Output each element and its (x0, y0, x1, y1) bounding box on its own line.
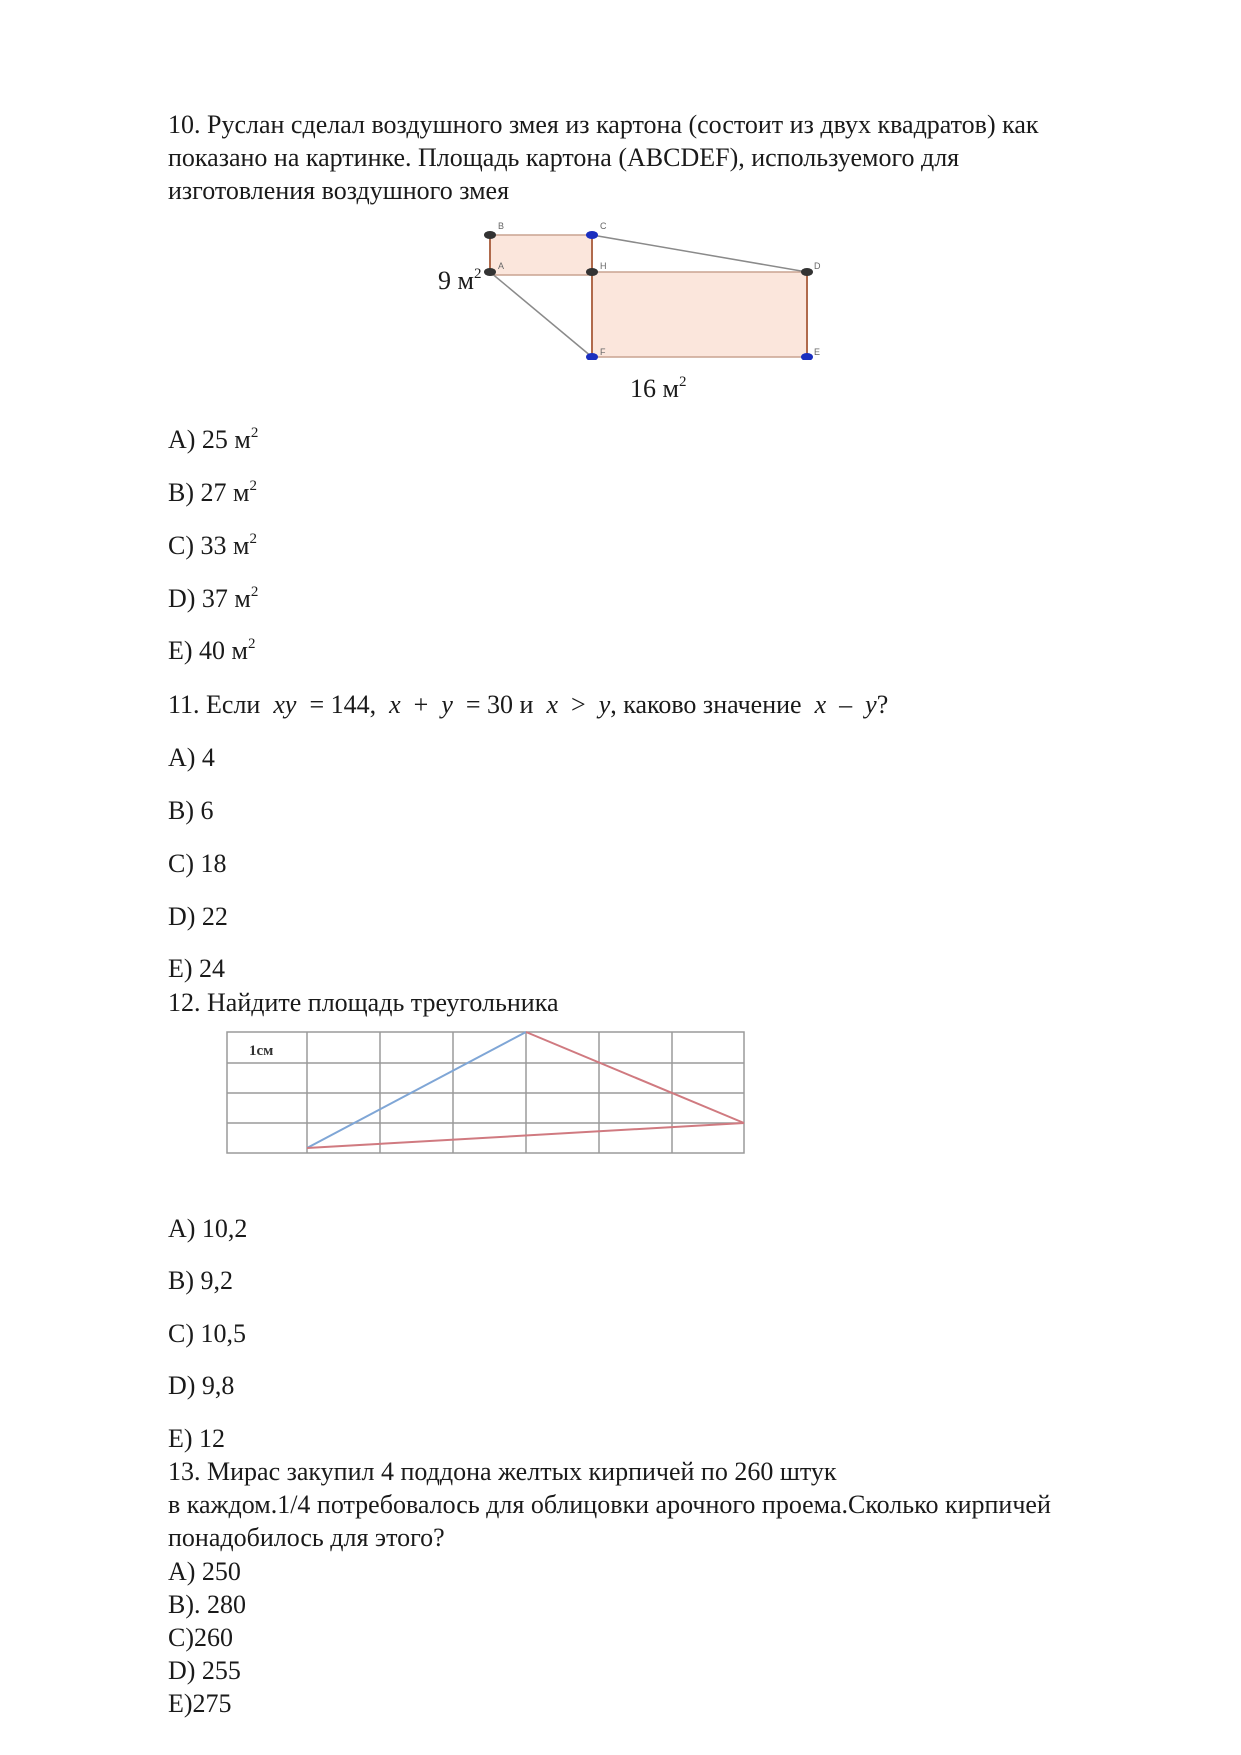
q11-answer-b: B) 6 (168, 796, 214, 825)
label-c: C (600, 221, 607, 231)
q10-text-line-1: 10. Руслан сделал воздушного змея из картона (состоит из двух квадратов) как (168, 110, 1039, 139)
label-e: E (814, 347, 821, 357)
q13-answer-d: D) 255 (168, 1656, 241, 1685)
q13-answer-a: A) 250 (168, 1557, 241, 1586)
q13-text-line-1: 13. Мирас закупил 4 поддона желтых кирпичей по 260 штук (168, 1457, 837, 1486)
kite-figure (420, 215, 840, 360)
q11-answer-a: A) 4 (168, 743, 215, 772)
grid-scale-label: 1см (249, 1043, 274, 1059)
q12-answer-d: D) 9,8 (168, 1371, 235, 1400)
label-f: F (600, 347, 606, 357)
q10-text-line-3: изготовления воздушного змея (168, 176, 510, 205)
q13-text-line-3: понадобилось для этого? (168, 1523, 445, 1552)
q11-answer-e: E) 24 (168, 954, 226, 983)
big-area-label: 16 $м^2$ (630, 374, 687, 403)
point-c (586, 231, 598, 239)
q11-answer-c: C) 18 (168, 849, 227, 878)
q10-answer-c: C) 33 $м^2$ (168, 531, 257, 560)
q13-answer-e: E)275 (168, 1689, 232, 1718)
q12-answer-b: B) 9,2 (168, 1266, 233, 1295)
q13-answer-b: B). 280 (168, 1590, 246, 1619)
q12-answer-a: A) 10,2 (168, 1214, 248, 1243)
point-b (484, 231, 496, 239)
segment-af (490, 272, 592, 357)
triangle-grid-figure (225, 1030, 750, 1160)
point-h (586, 268, 598, 276)
q12-answer-c: C) 10,5 (168, 1319, 246, 1348)
q13-answer-c: C)260 (168, 1623, 233, 1652)
triangle-side-red-top (526, 1032, 744, 1123)
big-square (592, 272, 807, 357)
triangle-side-blue (307, 1032, 526, 1148)
label-b: B (498, 221, 505, 231)
q11-text: 11. Если xy = 144, x + y = 30 и x > y, каково значение x – y? (168, 690, 889, 719)
q10-answer-e: E) 40 $м^2$ (168, 636, 256, 665)
q10-answer-b: B) 27 $м^2$ (168, 478, 257, 507)
q12-title: 12. Найдите площадь треугольника (168, 988, 559, 1017)
small-area-label: 9 $м^2$ (438, 266, 482, 295)
label-d: D (814, 261, 821, 271)
label-a: A (498, 261, 505, 271)
q11-answer-d: D) 22 (168, 902, 228, 931)
q10-answer-a: A) 25 $м^2$ (168, 425, 259, 454)
label-h: H (600, 261, 607, 271)
point-d (801, 268, 813, 276)
q13-text-line-2: в каждом.1/4 потребовалось для облицовки арочного проема.Сколько кирпичей (168, 1490, 1051, 1519)
q12-answer-e: E) 12 (168, 1424, 226, 1453)
segment-cd (592, 235, 807, 272)
point-a (484, 268, 496, 276)
small-square (490, 235, 592, 275)
q10-text-line-2: показано на картинке. Площадь картона (ABCDEF), используемого для (168, 143, 960, 172)
q10-answer-d: D) 37 $м^2$ (168, 584, 259, 613)
